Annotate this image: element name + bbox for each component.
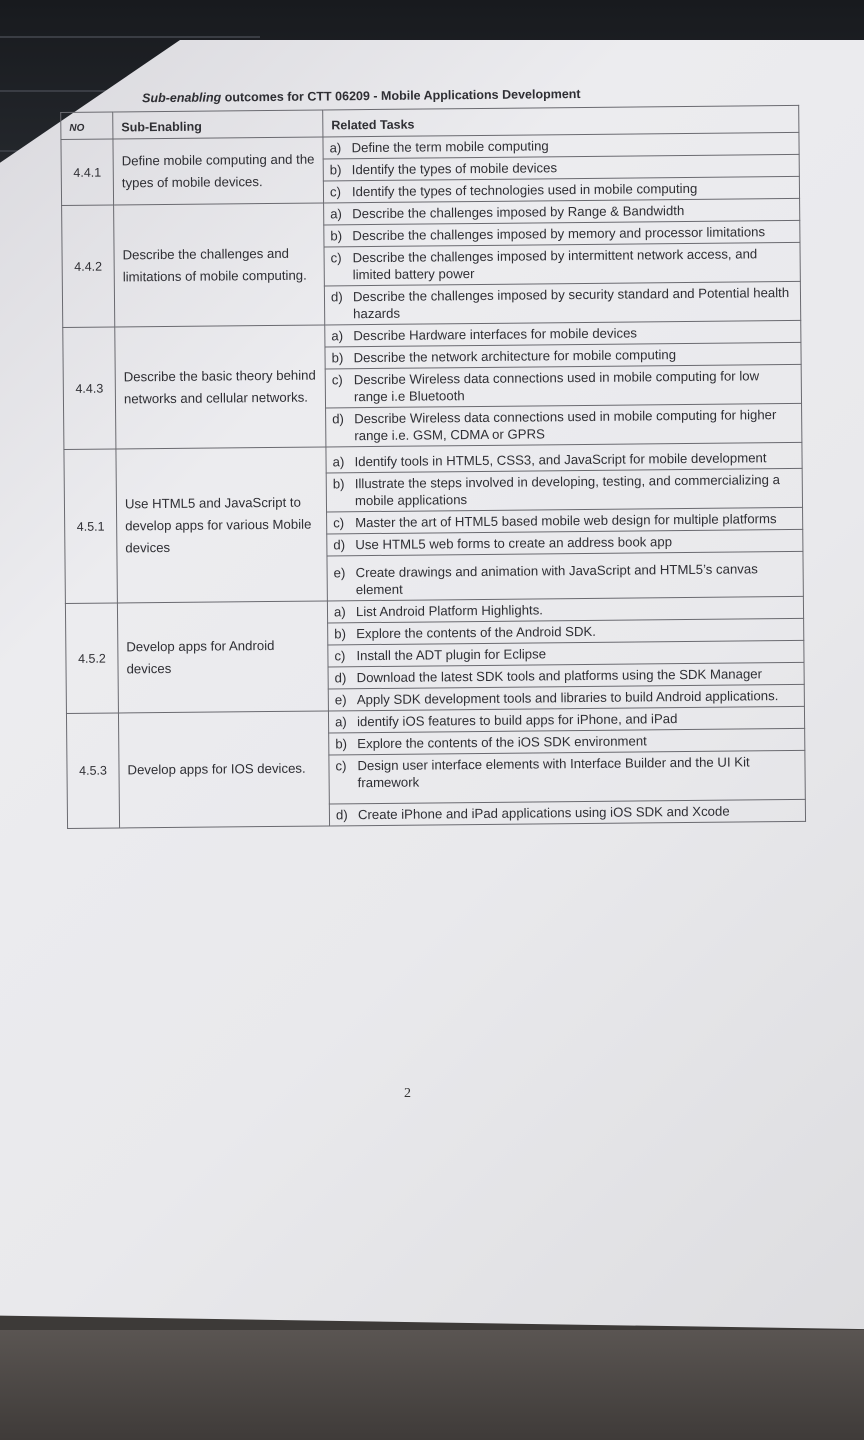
task-text: Describe the challenges imposed by memory and processor limitations xyxy=(352,224,766,244)
task-letter: b) xyxy=(330,228,343,244)
task-text: Identify the types of technologies used in mobile computing xyxy=(351,180,698,200)
task-text: Identify tools in HTML5, CSS3, and JavaScript for mobile development xyxy=(354,450,767,470)
task-text: Describe the challenges imposed by intermittent network access, and limited battery power xyxy=(352,246,758,283)
task-letter: a) xyxy=(329,140,342,156)
task-text: Master the art of HTML5 based mobile web design for multiple platforms xyxy=(355,511,777,531)
task-text: Apply SDK development tools and libraries to build Android applications. xyxy=(356,688,779,708)
outcome-number: 4.5.2 xyxy=(65,603,118,713)
outcome-number: 4.4.2 xyxy=(62,205,115,327)
outcome-number: 4.5.1 xyxy=(64,449,117,603)
related-task xyxy=(329,799,805,826)
task-letter: b) xyxy=(335,736,348,752)
outcome-number: 4.4.3 xyxy=(63,327,116,449)
related-task xyxy=(325,364,801,408)
page-number: 2 xyxy=(404,1086,411,1101)
task-text: List Android Platform Highlights. xyxy=(355,602,543,620)
task-text: Identify the types of mobile devices xyxy=(351,160,558,178)
header-related-tasks: Related Tasks xyxy=(323,105,799,137)
task-text: Describe the challenges imposed by Range & Bandwidth xyxy=(352,203,685,222)
task-text: Download the latest SDK tools and platforms using the SDK Manager xyxy=(356,666,763,686)
outcomes-table xyxy=(60,105,806,829)
task-text: Define the term mobile computing xyxy=(351,138,549,156)
task-letter: b) xyxy=(332,476,345,492)
task-text: Describe Hardware interfaces for mobile devices xyxy=(353,325,638,344)
task-letter: a) xyxy=(330,206,342,222)
table-body xyxy=(61,132,806,828)
sub-enabling-outcome: Describe the basic theory behind networks and cellular networks. xyxy=(115,325,326,449)
sub-enabling-outcome: Use HTML5 and JavaScript to develop apps for various Mobile devices xyxy=(116,447,327,603)
task-letter: d) xyxy=(332,411,344,427)
task-letter: a) xyxy=(333,604,346,620)
sub-enabling-outcome: Describe the challenges and limitations of mobile computing. xyxy=(114,203,325,327)
task-text: Illustrate the steps involved in developing, testing, and commercializing a mobile applications xyxy=(354,472,780,509)
task-letter: b) xyxy=(331,350,344,366)
related-task xyxy=(324,242,800,286)
task-letter: c) xyxy=(334,648,346,664)
sub-enabling-outcome: Develop apps for Android devices xyxy=(117,601,328,713)
task-text: Create drawings and animation with JavaScript and HTML5’s canvas element xyxy=(355,561,758,598)
title-text: outcomes for CTT 06209 - Mobile Applications Development xyxy=(224,87,581,105)
related-task xyxy=(326,468,802,512)
task-text: Create iPhone and iPad applications using iOS SDK and Xcode xyxy=(357,803,730,823)
table-surface xyxy=(0,1330,864,1440)
task-letter: e) xyxy=(334,692,347,708)
task-letter: c) xyxy=(329,184,342,200)
related-task xyxy=(329,750,805,804)
task-text: Design user interface elements with Interface Builder and the UI Kit framework xyxy=(357,754,750,791)
task-text: Describe Wireless data connections used in mobile computing for low range i.e Bluetooth xyxy=(353,368,760,405)
task-letter: c) xyxy=(335,758,347,774)
header-sub-enabling: Sub-Enabling xyxy=(113,110,323,139)
task-letter: a) xyxy=(331,328,344,344)
task-letter: a) xyxy=(334,714,347,730)
task-letter: b) xyxy=(334,626,347,642)
task-letter: d) xyxy=(330,289,343,305)
task-text: Install the ADT plugin for Eclipse xyxy=(356,646,547,664)
sub-enabling-outcome: Define mobile computing and the types of mobile devices. xyxy=(113,137,324,205)
task-text: Describe Wireless data connections used in mobile computing for higher range i.e. GSM, CDMA or GPRS xyxy=(354,407,777,444)
task-letter: d) xyxy=(334,670,347,686)
document-content xyxy=(60,85,806,829)
related-task xyxy=(324,281,800,325)
task-text: Use HTML5 web forms to create an address book app xyxy=(355,534,673,553)
task-letter: c) xyxy=(330,250,342,266)
task-text: Describe the network architecture for mobile computing xyxy=(353,347,677,366)
related-task xyxy=(326,403,802,447)
task-letter: d) xyxy=(335,807,348,823)
task-letter: a) xyxy=(332,454,345,470)
task-letter: c) xyxy=(331,372,343,388)
sub-enabling-outcome: Develop apps for IOS devices. xyxy=(118,711,329,828)
task-letter: c) xyxy=(333,515,345,531)
task-text: Explore the contents of the iOS SDK environment xyxy=(357,733,647,752)
task-text: Describe the challenges imposed by security standard and Potential health hazards xyxy=(352,285,790,322)
task-letter: b) xyxy=(329,162,342,178)
task-letter: e) xyxy=(333,565,346,581)
task-letter: d) xyxy=(333,537,346,553)
outcome-number: 4.4.1 xyxy=(61,139,114,205)
task-text: identify iOS features to build apps for iPhone, and iPad xyxy=(356,711,678,730)
header-no: NO xyxy=(61,112,113,139)
task-text: Explore the contents of the Android SDK. xyxy=(356,623,596,642)
title-prefix: Sub-enabling xyxy=(141,90,222,106)
related-task xyxy=(327,551,803,601)
outcome-number: 4.5.3 xyxy=(66,713,119,828)
